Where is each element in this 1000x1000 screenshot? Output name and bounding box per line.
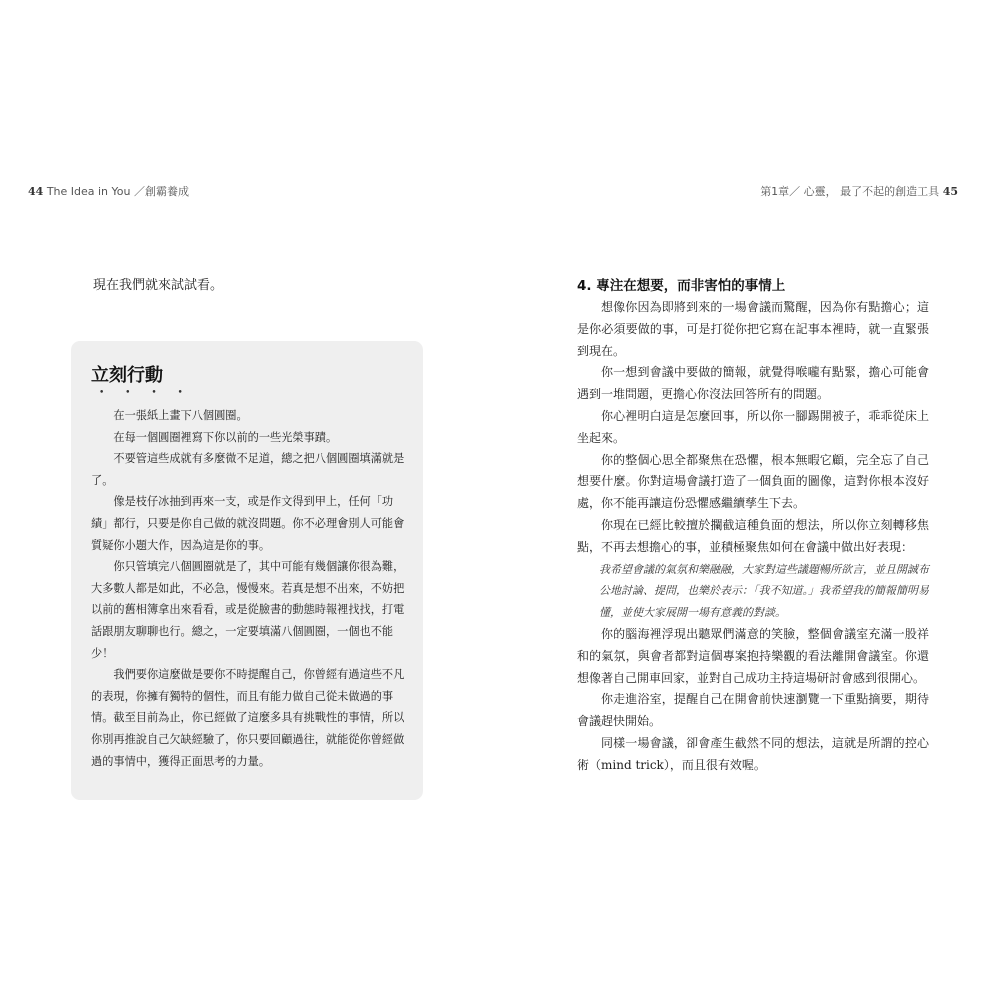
body-paragraph: 你現在已經比較擅於攔截這種負面的想法，所以你立刻轉移焦點，不再去想擔心的事，並積極聚焦如何在會議中做出好表現： — [577, 517, 929, 554]
box-paragraph: 在一張紙上畫下八個圓圈。 — [113, 409, 248, 422]
left-running-header — [28, 183, 189, 199]
body-paragraph: 你走進浴室，提醒自己在開會前快速瀏覽一下重點摘要，期待會議趕快開始。 — [577, 692, 929, 729]
box-paragraph: 我們要你這麼做是要你不時提醒自己，你曾經有過這些不凡的表現，你擁有獨特的個性，而且有能力做自己從未做過的事情。截至目前為止，你已經做了這麼多具有挑戰性的事情，所以你別再推說自己欠缺經驗了，你只要回顧過往，就能從你曾經做過的事情中，獲得正面思考的力量。 — [91, 668, 405, 768]
body-paragraph: 你的整個心思全都聚焦在恐懼，根本無暇它顧，完全忘了自己想要什麼。你對這場會議打造了一個負面的圖像，這對你根本沒好處，你不能再讓這份恐懼感繼續孳生下去。 — [577, 452, 929, 511]
right-page-number: 45 — [942, 185, 958, 198]
action-box — [71, 341, 423, 800]
action-box-title: 立刻行動 — [91, 365, 163, 386]
right-running-header — [760, 183, 958, 199]
title-emphasis-dots: • • • • — [99, 388, 192, 398]
action-box-body — [91, 405, 405, 772]
left-page-number: 44 — [28, 185, 44, 198]
body-paragraph: 你的腦海裡浮現出聽眾們滿意的笑臉，整個會議室充滿一股祥和的氣氛，與會者都對這個專案抱持樂觀的看法離開會議室。你還想像著自己開車回家，並對自己成功主持這場研討會感到很開心。 — [577, 626, 929, 685]
right-running-title: 第1章／ 心靈， 最了不起的創造工具 — [760, 185, 940, 198]
body-paragraph: 同樣一場會議，卻會產生截然不同的想法，這就是所謂的控心術（mind trick），而且很有效喔。 — [577, 735, 929, 772]
body-paragraph: 你心裡明白這是怎麼回事，所以你一腳踢開被子，乖乖從床上坐起來。 — [577, 408, 929, 445]
left-running-title: The Idea in You ／創霸養成 — [46, 185, 189, 198]
right-page-body — [577, 297, 929, 777]
section-heading: 4. 專注在想要，而非害怕的事情上 — [577, 278, 786, 294]
box-paragraph: 不要管這些成就有多麼微不足道，總之把八個圓圈填滿就是了。 — [91, 452, 405, 487]
body-paragraph: 你一想到會議中要做的簡報，就覺得喉嚨有點緊，擔心可能會遇到一堆問題，更擔心你沒法回答所有的問題。 — [577, 365, 929, 402]
box-paragraph: 像是枝仔冰抽到再來一支，或是作文得到甲上，任何「功績」都行，只要是你自己做的就沒問題。你不必理會別人可能會質疑你小題大作，因為這是你的事。 — [91, 495, 405, 552]
box-paragraph: 你只管填完八個圓圈就是了，其中可能有幾個讓你很為難，大多數人都是如此，不必急，慢慢來。若真是想不出來，不妨把以前的舊相簿拿出來看看，或是從臉書的動態時報裡找找，打電話跟朋友聊聊也行。總之，一定要填滿八個圓圈，一個也不能少！ — [91, 560, 405, 660]
right-page-content — [577, 275, 929, 777]
intro-line: 現在我們就來試試看。 — [93, 278, 224, 293]
body-paragraph: 想像你因為即將到來的一場會議而驚醒，因為你有點擔心；這是你必須要做的事，可是打從你把它寫在記事本裡時，就一直緊張到現在。 — [577, 300, 929, 358]
box-paragraph: 在每一個圓圈裡寫下你以前的一些光榮事蹟。 — [113, 430, 338, 444]
block-quote: 我希望會議的氣氛和樂融融，大家對這些議題暢所欲言，並且開誠布公地討論、提問，也樂於表示：「我不知道。」我希望我的簡報簡明易懂，並使大家展開一場有意義的對談。 — [599, 562, 929, 620]
